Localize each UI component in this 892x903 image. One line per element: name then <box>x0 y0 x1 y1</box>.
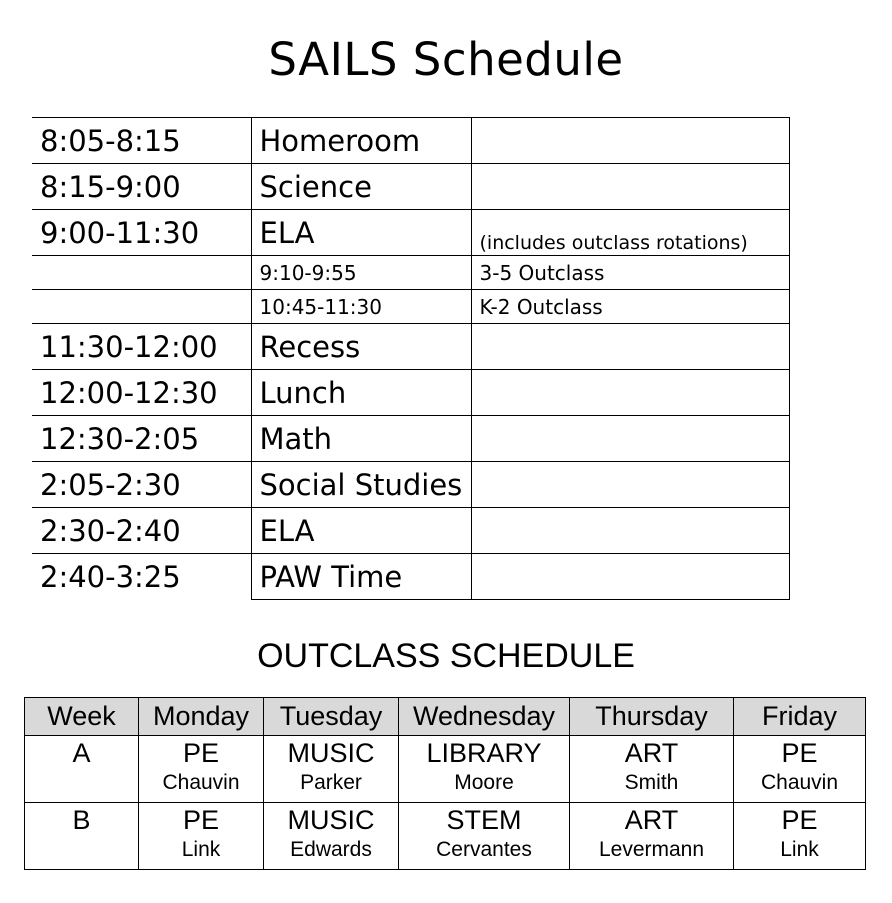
outclass-cell <box>734 803 866 870</box>
activity-cell: Lunch <box>251 370 471 416</box>
outclass-header-row <box>25 698 866 736</box>
subject: ART <box>624 738 679 768</box>
activity-cell: Science <box>251 164 471 210</box>
outclass-cell <box>399 803 570 870</box>
schedule-row <box>32 554 789 600</box>
activity-cell: Social Studies <box>251 462 471 508</box>
time-cell: 8:15-9:00 <box>32 164 251 210</box>
week-label: A <box>72 738 91 768</box>
teacher: Link <box>181 838 221 861</box>
week-cell <box>25 803 139 870</box>
daily-schedule-table <box>32 117 790 600</box>
outclass-row-b <box>25 803 866 870</box>
time-cell: 12:30-2:05 <box>32 416 251 462</box>
teacher: Parker <box>300 771 362 794</box>
subject: ART <box>624 805 679 835</box>
schedule-row <box>32 164 789 210</box>
time-cell: 2:40-3:25 <box>32 554 251 600</box>
teacher: Smith <box>624 771 679 794</box>
teacher: Moore <box>454 771 514 794</box>
schedule-row <box>32 508 789 554</box>
outclass-cell <box>570 736 734 803</box>
header-week: Week <box>25 698 139 736</box>
teacher: Chauvin <box>760 771 839 794</box>
outclass-row-a <box>25 736 866 803</box>
outclass-cell <box>734 736 866 803</box>
subject: MUSIC <box>287 738 375 768</box>
page-title: SAILS Schedule <box>268 33 624 86</box>
outclass-cell <box>264 736 399 803</box>
schedule-row <box>32 416 789 462</box>
subject: PE <box>182 738 220 768</box>
time-cell: 2:05-2:30 <box>32 462 251 508</box>
note-cell <box>471 324 789 370</box>
time-cell <box>32 290 251 324</box>
activity-cell: Recess <box>251 324 471 370</box>
note-cell: (includes outclass rotations) <box>471 210 789 256</box>
schedule-row <box>32 370 789 416</box>
week-cell <box>25 736 139 803</box>
header-thursday: Thursday <box>570 698 734 736</box>
teacher: Edwards <box>290 838 372 861</box>
subject: PE <box>182 805 220 835</box>
teacher: Link <box>780 838 819 861</box>
outclass-table <box>24 697 866 870</box>
time-cell: 9:00-11:30 <box>32 210 251 256</box>
time-cell: 11:30-12:00 <box>32 324 251 370</box>
outclass-cell <box>139 736 264 803</box>
note-cell <box>471 554 789 600</box>
outclass-title: OUTCLASS SCHEDULE <box>257 637 635 675</box>
outclass-cell <box>570 803 734 870</box>
activity-cell: 9:10-9:55 <box>251 256 471 290</box>
time-cell: 2:30-2:40 <box>32 508 251 554</box>
teacher: Chauvin <box>162 771 240 794</box>
note-cell <box>471 370 789 416</box>
subject: PE <box>781 805 818 835</box>
note-cell <box>471 508 789 554</box>
schedule-subrow <box>32 290 789 324</box>
time-cell <box>32 256 251 290</box>
teacher: Cervantes <box>436 838 532 861</box>
header-wednesday: Wednesday <box>399 698 570 736</box>
schedule-subrow <box>32 256 789 290</box>
header-tuesday: Tuesday <box>264 698 399 736</box>
outclass-cell <box>264 803 399 870</box>
schedule-row <box>32 462 789 508</box>
note-cell <box>471 462 789 508</box>
activity-cell: Math <box>251 416 471 462</box>
activity-cell: PAW Time <box>251 554 471 600</box>
subject: STEM <box>446 805 522 835</box>
subject: PE <box>781 738 818 768</box>
note-cell <box>471 416 789 462</box>
teacher: Levermann <box>598 838 705 861</box>
note-cell: 3-5 Outclass <box>471 256 789 290</box>
time-cell: 12:00-12:30 <box>32 370 251 416</box>
note-cell <box>471 118 789 164</box>
outclass-cell <box>399 736 570 803</box>
activity-cell: ELA <box>251 508 471 554</box>
subject: MUSIC <box>287 805 375 835</box>
week-label: B <box>72 805 91 835</box>
schedule-row <box>32 118 789 164</box>
header-friday: Friday <box>734 698 866 736</box>
activity-cell: ELA <box>251 210 471 256</box>
schedule-row <box>32 210 789 256</box>
schedule-row <box>32 324 789 370</box>
time-cell: 8:05-8:15 <box>32 118 251 164</box>
activity-cell: Homeroom <box>251 118 471 164</box>
activity-cell: 10:45-11:30 <box>251 290 471 324</box>
note-cell: K-2 Outclass <box>471 290 789 324</box>
subject: LIBRARY <box>426 738 542 768</box>
note-cell <box>471 164 789 210</box>
outclass-cell <box>139 803 264 870</box>
header-monday: Monday <box>139 698 264 736</box>
